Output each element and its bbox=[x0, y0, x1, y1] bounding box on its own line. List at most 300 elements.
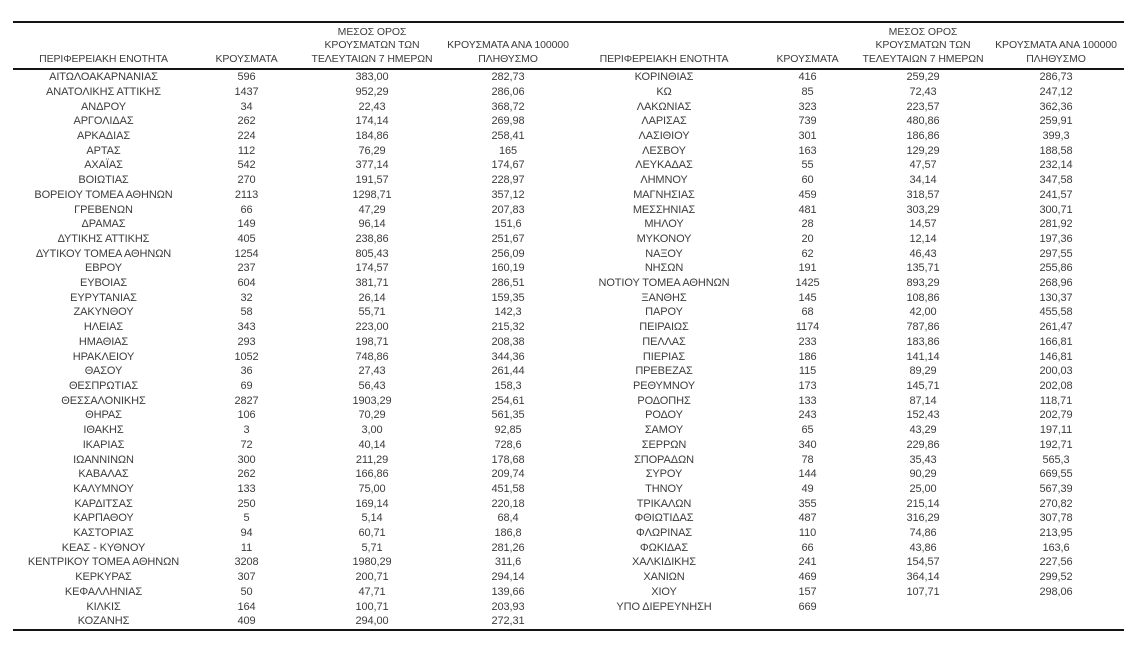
left-region-cell: ΗΛΕΙΑΣ bbox=[83, 321, 124, 334]
left-cases-cell: 3208 bbox=[234, 556, 259, 569]
right-per100k-cell: 118,71 bbox=[1039, 394, 1073, 407]
right-region-cell: ΜΥΚΟΝΟΥ bbox=[636, 232, 692, 245]
left-avg7-cell: 5,14 bbox=[361, 512, 383, 525]
left-avg7-cell: 1298,71 bbox=[352, 188, 392, 201]
table-row bbox=[13, 305, 1124, 320]
left-avg7-cell: 174,14 bbox=[355, 115, 389, 128]
right-avg7-cell: 42,00 bbox=[909, 306, 937, 319]
left-avg7-cell: 952,29 bbox=[355, 85, 389, 98]
left-avg7-cell: 5,71 bbox=[361, 541, 383, 554]
right-region-cell: ΥΠΟ ΔΙΕΡΕΥΝΗΣΗ bbox=[616, 600, 712, 613]
table-row bbox=[13, 247, 1124, 262]
header-avg7-right bbox=[858, 22, 988, 69]
left-per100k-cell: 220,18 bbox=[491, 497, 525, 510]
left-avg7-cell: 47,29 bbox=[358, 203, 386, 216]
table-row bbox=[13, 614, 1124, 630]
right-avg7-cell: 129,29 bbox=[906, 144, 940, 157]
left-per100k-cell: 728,6 bbox=[494, 438, 522, 451]
right-avg7-cell: 12,14 bbox=[909, 232, 937, 245]
right-avg7-cell: 35,43 bbox=[909, 453, 937, 466]
right-avg7-cell: 787,86 bbox=[906, 321, 940, 334]
left-region-cell: ΑΡΤΑΣ bbox=[86, 144, 121, 157]
right-avg7-cell: 152,43 bbox=[906, 409, 940, 422]
right-avg7-cell: 87,14 bbox=[909, 394, 937, 407]
right-avg7-cell: 303,29 bbox=[906, 203, 940, 216]
left-region-cell: ΒΟΙΩΤΙΑΣ bbox=[78, 174, 129, 187]
left-cases-cell: 604 bbox=[237, 277, 256, 290]
right-per100k-cell: 298,06 bbox=[1039, 585, 1073, 598]
table-header bbox=[13, 22, 1124, 69]
header-per100k-left-line2: ΠΛΗΘΥΣΜΟ bbox=[478, 52, 538, 65]
left-region-cell: ΗΜΑΘΙΑΣ bbox=[78, 335, 129, 348]
left-cases-cell: 5 bbox=[243, 512, 250, 525]
right-per100k-cell: 247,12 bbox=[1039, 85, 1073, 98]
header-avg7-left-line2: ΚΡΟΥΣΜΑΤΩΝ ΤΩΝ bbox=[324, 39, 420, 52]
right-avg7-cell: 43,29 bbox=[909, 424, 937, 437]
right-region-cell: ΜΑΓΝΗΣΙΑΣ bbox=[633, 188, 695, 201]
left-per100k-cell: 311,6 bbox=[494, 556, 522, 569]
left-avg7-cell: 22,43 bbox=[358, 100, 386, 113]
left-cases-cell: 2827 bbox=[234, 394, 259, 407]
right-cases-cell: 115 bbox=[798, 365, 817, 378]
right-region-cell: ΛΕΥΚΑΔΑΣ bbox=[635, 159, 693, 172]
right-per100k-cell: 270,82 bbox=[1039, 497, 1073, 510]
left-cases-cell: 262 bbox=[237, 468, 256, 481]
right-region-cell: ΦΘΙΩΤΙΔΑΣ bbox=[634, 512, 694, 525]
right-per100k-cell: 146,81 bbox=[1039, 350, 1073, 363]
left-cases-cell: 133 bbox=[237, 482, 256, 495]
table-row bbox=[13, 69, 1124, 85]
left-per100k-cell: 208,38 bbox=[491, 335, 525, 348]
left-per100k-cell: 178,68 bbox=[491, 453, 525, 466]
header-per100k-left-line1: ΚΡΟΥΣΜΑΤΑ ΑΝΑ 100000 bbox=[447, 39, 569, 52]
right-region-cell: ΣΕΡΡΩΝ bbox=[641, 438, 687, 451]
left-cases-cell: 542 bbox=[237, 159, 256, 172]
right-cases-cell: 243 bbox=[798, 409, 817, 422]
right-cases-cell: 66 bbox=[801, 541, 814, 554]
right-per100k-cell: 347,58 bbox=[1039, 174, 1073, 187]
left-avg7-cell: 100,71 bbox=[355, 600, 389, 613]
right-cases-cell: 469 bbox=[798, 571, 817, 584]
header-avg7-right-line1: ΜΕΣΟΣ ΟΡΟΣ bbox=[888, 26, 958, 38]
table-row bbox=[13, 114, 1124, 129]
left-per100k-cell: 186,8 bbox=[494, 527, 522, 540]
right-region-cell: ΞΑΝΘΗΣ bbox=[641, 291, 687, 304]
left-region-cell: ΙΚΑΡΙΑΣ bbox=[82, 438, 125, 451]
right-per100k-cell: 259,91 bbox=[1039, 115, 1073, 128]
right-cases-cell: 355 bbox=[798, 497, 817, 510]
right-cases-cell: 85 bbox=[801, 85, 814, 98]
table-row bbox=[13, 261, 1124, 276]
right-per100k-cell: 362,36 bbox=[1039, 100, 1073, 113]
left-region-cell: ΔΥΤΙΚΟΥ ΤΟΜΕΑ ΑΘΗΝΩΝ bbox=[35, 247, 172, 260]
left-region-cell: ΑΧΑΪΑΣ bbox=[84, 159, 123, 172]
right-region-cell: ΡΟΔΟΠΗΣ bbox=[637, 394, 691, 407]
left-avg7-cell: 748,86 bbox=[355, 350, 389, 363]
right-per100k-cell: 399,3 bbox=[1042, 130, 1070, 143]
left-cases-cell: 50 bbox=[240, 585, 253, 598]
left-avg7-cell: 184,86 bbox=[355, 130, 389, 143]
left-cases-cell: 2113 bbox=[234, 188, 259, 201]
header-per100k-right bbox=[988, 22, 1124, 69]
left-per100k-cell: 261,44 bbox=[491, 365, 525, 378]
left-cases-cell: 1437 bbox=[234, 85, 259, 98]
left-cases-cell: 11 bbox=[240, 541, 253, 554]
left-region-cell: ΚΑΒΑΛΑΣ bbox=[78, 468, 129, 481]
left-per100k-cell: 272,31 bbox=[491, 615, 525, 628]
right-avg7-cell: 364,14 bbox=[906, 571, 940, 584]
right-cases-cell: 49 bbox=[801, 482, 814, 495]
right-avg7-cell: 186,86 bbox=[906, 130, 940, 143]
left-avg7-cell: 381,71 bbox=[355, 277, 389, 290]
left-avg7-cell: 805,43 bbox=[355, 247, 389, 260]
right-per100k-cell: 197,36 bbox=[1039, 232, 1073, 245]
left-region-cell: ΑΡΚΑΔΙΑΣ bbox=[76, 130, 131, 143]
left-region-cell: ΘΗΡΑΣ bbox=[85, 409, 122, 422]
left-region-cell: ΓΡΕΒΕΝΩΝ bbox=[74, 203, 133, 216]
left-region-cell: ΗΡΑΚΛΕΙΟΥ bbox=[72, 350, 135, 363]
right-cases-cell: 60 bbox=[801, 174, 814, 187]
left-region-cell: ΚΑΡΔΙΤΣΑΣ bbox=[74, 497, 133, 510]
table-row bbox=[13, 570, 1124, 585]
right-region-cell bbox=[571, 614, 757, 630]
right-region-cell: ΤΗΝΟΥ bbox=[645, 482, 683, 495]
left-per100k-cell: 344,36 bbox=[491, 350, 525, 363]
right-avg7-cell: 259,29 bbox=[906, 71, 940, 84]
right-avg7-cell: 72,43 bbox=[909, 85, 937, 98]
right-region-cell: ΣΠΟΡΑΔΩΝ bbox=[634, 453, 694, 466]
left-region-cell: ΑΡΓΟΛΙΔΑΣ bbox=[73, 115, 134, 128]
table-row bbox=[13, 408, 1124, 423]
right-per100k-cell: 565,3 bbox=[1042, 453, 1070, 466]
left-per100k-cell: 258,41 bbox=[491, 130, 525, 143]
right-region-cell: ΛΑΡΙΣΑΣ bbox=[641, 115, 687, 128]
right-avg7-cell bbox=[858, 614, 988, 630]
right-region-cell: ΤΡΙΚΑΛΩΝ bbox=[636, 497, 692, 510]
left-cases-cell: 72 bbox=[240, 438, 253, 451]
left-cases-cell: 106 bbox=[237, 409, 256, 422]
left-region-cell: ΑΝΔΡΟΥ bbox=[81, 100, 126, 113]
left-cases-cell: 405 bbox=[237, 232, 256, 245]
right-per100k-cell: 297,55 bbox=[1039, 247, 1073, 260]
table-row bbox=[13, 320, 1124, 335]
right-cases-cell: 186 bbox=[798, 350, 817, 363]
left-per100k-cell: 368,72 bbox=[491, 100, 525, 113]
left-per100k-cell: 68,4 bbox=[497, 512, 519, 525]
left-avg7-cell: 26,14 bbox=[358, 291, 386, 304]
right-avg7-cell: 89,29 bbox=[909, 365, 937, 378]
right-cases-cell: 144 bbox=[798, 468, 817, 481]
header-row bbox=[13, 22, 1124, 69]
left-region-cell: ΒΟΡΕΙΟΥ ΤΟΜΕΑ ΑΘΗΝΩΝ bbox=[34, 188, 173, 201]
right-region-cell: ΚΟΡΙΝΘΙΑΣ bbox=[634, 71, 694, 84]
header-cases-right bbox=[757, 22, 858, 69]
right-region-cell: ΠΑΡΟΥ bbox=[645, 306, 683, 319]
right-region-cell: ΝΑΞΟΥ bbox=[645, 247, 683, 260]
table-row bbox=[13, 438, 1124, 453]
right-region-cell: ΡΟΔΟΥ bbox=[645, 409, 683, 422]
table-row bbox=[13, 217, 1124, 232]
right-per100k-cell: 130,37 bbox=[1039, 291, 1073, 304]
right-per100k-cell bbox=[988, 614, 1124, 630]
right-region-cell: ΜΗΛΟΥ bbox=[644, 218, 684, 231]
right-per100k-cell: 197,11 bbox=[1039, 424, 1073, 437]
header-avg7-left-line3: ΤΕΛΕΥΤΑΙΩΝ 7 ΗΜΕΡΩΝ bbox=[311, 52, 433, 65]
left-per100k-cell: 269,98 bbox=[491, 115, 525, 128]
left-cases-cell: 262 bbox=[237, 115, 256, 128]
left-region-cell: ΚΑΡΠΑΘΟΥ bbox=[73, 512, 134, 525]
right-per100k-cell: 455,58 bbox=[1039, 306, 1073, 319]
right-cases-cell: 145 bbox=[798, 291, 817, 304]
left-avg7-cell: 294,00 bbox=[355, 615, 389, 628]
header-avg7-right-line3: ΤΕΛΕΥΤΑΙΩΝ 7 ΗΜΕΡΩΝ bbox=[862, 52, 984, 65]
table-row bbox=[13, 364, 1124, 379]
right-cases-cell: 481 bbox=[798, 203, 817, 216]
left-per100k-cell: 286,51 bbox=[491, 277, 525, 290]
right-cases-cell bbox=[757, 614, 858, 630]
right-cases-cell: 739 bbox=[798, 115, 817, 128]
left-cases-cell: 58 bbox=[240, 306, 253, 319]
right-cases-cell: 1425 bbox=[795, 277, 820, 290]
left-cases-cell: 300 bbox=[237, 453, 256, 466]
right-cases-cell: 669 bbox=[798, 600, 817, 613]
table-row bbox=[13, 482, 1124, 497]
right-avg7-cell: 480,86 bbox=[906, 115, 940, 128]
left-region-cell: ΚΑΛΥΜΝΟΥ bbox=[73, 482, 134, 495]
left-per100k-cell: 92,85 bbox=[494, 424, 522, 437]
right-avg7-cell: 318,57 bbox=[906, 188, 940, 201]
right-avg7-cell: 893,29 bbox=[906, 277, 940, 290]
header-region-left-label: ΠΕΡΙΦΕΡΕΙΑΚΗ ΕΝΟΤΗΤΑ bbox=[39, 52, 168, 65]
right-cases-cell: 55 bbox=[801, 159, 814, 172]
left-per100k-cell: 357,12 bbox=[491, 188, 525, 201]
left-cases-cell: 94 bbox=[240, 527, 253, 540]
right-avg7-cell: 215,14 bbox=[906, 497, 940, 510]
table-row bbox=[13, 203, 1124, 218]
table-row bbox=[13, 555, 1124, 570]
left-avg7-cell: 377,14 bbox=[355, 159, 389, 172]
header-cases-right-label: ΚΡΟΥΣΜΑΤΑ bbox=[776, 52, 839, 65]
left-per100k-cell: 215,32 bbox=[491, 321, 525, 334]
right-region-cell: ΠΕΛΛΑΣ bbox=[642, 335, 686, 348]
right-per100k-cell: 227,56 bbox=[1039, 556, 1073, 569]
left-cases-cell: 307 bbox=[237, 571, 256, 584]
table-row bbox=[13, 600, 1124, 615]
left-avg7-cell: 40,14 bbox=[358, 438, 386, 451]
right-avg7-cell: 154,57 bbox=[906, 556, 940, 569]
right-per100k-cell: 255,86 bbox=[1039, 262, 1073, 275]
table-row bbox=[13, 276, 1124, 291]
right-cases-cell: 1174 bbox=[795, 321, 820, 334]
table-row bbox=[13, 423, 1124, 438]
table-row bbox=[13, 585, 1124, 600]
right-per100k-cell: 163,6 bbox=[1042, 541, 1070, 554]
table-row bbox=[13, 394, 1124, 409]
left-avg7-cell: 383,00 bbox=[355, 71, 389, 84]
right-cases-cell: 323 bbox=[798, 100, 817, 113]
left-cases-cell: 237 bbox=[237, 262, 256, 275]
left-avg7-cell: 27,43 bbox=[358, 365, 386, 378]
left-avg7-cell: 75,00 bbox=[358, 482, 386, 495]
right-region-cell: ΧΑΝΙΩΝ bbox=[643, 571, 685, 584]
right-avg7-cell: 90,29 bbox=[909, 468, 937, 481]
right-per100k-cell: 300,71 bbox=[1039, 203, 1073, 216]
left-cases-cell: 149 bbox=[237, 218, 256, 231]
right-region-cell: ΠΕΙΡΑΙΩΣ bbox=[639, 321, 689, 334]
header-avg7-left-line1: ΜΕΣΟΣ ΟΡΟΣ bbox=[337, 26, 407, 38]
left-avg7-cell: 200,71 bbox=[355, 571, 389, 584]
right-cases-cell: 163 bbox=[798, 144, 817, 157]
right-cases-cell: 62 bbox=[801, 247, 814, 260]
right-region-cell: ΦΛΩΡΙΝΑΣ bbox=[635, 527, 693, 540]
right-region-cell: ΣΑΜΟΥ bbox=[644, 424, 684, 437]
cases-by-regional-unit-table-wrapper bbox=[13, 21, 1124, 631]
right-per100k-cell: 286,73 bbox=[1039, 71, 1073, 84]
left-avg7-cell: 70,29 bbox=[358, 409, 386, 422]
left-region-cell: ΚΕΑΣ - ΚΥΘΝΟΥ bbox=[61, 541, 146, 554]
left-avg7-cell: 56,43 bbox=[358, 379, 386, 392]
left-region-cell: ΚΟΖΑΝΗΣ bbox=[77, 615, 130, 628]
right-avg7-cell: 43,86 bbox=[909, 541, 937, 554]
left-per100k-cell: 281,26 bbox=[491, 541, 525, 554]
right-cases-cell: 28 bbox=[801, 218, 814, 231]
right-per100k-cell: 241,57 bbox=[1039, 188, 1073, 201]
left-avg7-cell: 166,86 bbox=[355, 468, 389, 481]
right-cases-cell: 110 bbox=[798, 527, 817, 540]
left-avg7-cell: 211,29 bbox=[355, 453, 389, 466]
left-cases-cell: 224 bbox=[237, 130, 256, 143]
left-per100k-cell: 282,73 bbox=[491, 71, 525, 84]
left-per100k-cell: 254,61 bbox=[491, 394, 525, 407]
table-row bbox=[13, 497, 1124, 512]
right-per100k-cell: 213,95 bbox=[1039, 527, 1073, 540]
left-region-cell: ΔΥΤΙΚΗΣ ΑΤΤΙΚΗΣ bbox=[57, 232, 150, 245]
right-region-cell: ΛΑΚΩΝΙΑΣ bbox=[636, 100, 692, 113]
right-cases-cell: 133 bbox=[798, 394, 817, 407]
right-cases-cell: 68 bbox=[801, 306, 814, 319]
right-per100k-cell: 202,08 bbox=[1039, 379, 1073, 392]
table-row bbox=[13, 173, 1124, 188]
right-region-cell: ΜΕΣΣΗΝΙΑΣ bbox=[632, 203, 696, 216]
header-region-right bbox=[571, 22, 757, 69]
left-per100k-cell: 207,83 bbox=[491, 203, 525, 216]
right-cases-cell: 65 bbox=[801, 424, 814, 437]
table-row bbox=[13, 158, 1124, 173]
table-row bbox=[13, 526, 1124, 541]
right-region-cell: ΧΙΟΥ bbox=[651, 585, 677, 598]
left-region-cell: ΙΩΑΝΝΙΝΩΝ bbox=[73, 453, 134, 466]
left-cases-cell: 409 bbox=[237, 615, 256, 628]
left-region-cell: ΚΕΡΚΥΡΑΣ bbox=[75, 571, 132, 584]
right-avg7-cell: 108,86 bbox=[906, 291, 940, 304]
cases-by-regional-unit-table bbox=[13, 21, 1124, 631]
right-cases-cell: 487 bbox=[798, 512, 817, 525]
left-avg7-cell: 174,57 bbox=[355, 262, 389, 275]
right-region-cell: ΝΟΤΙΟΥ ΤΟΜΕΑ ΑΘΗΝΩΝ bbox=[598, 277, 730, 290]
left-cases-cell: 34 bbox=[240, 100, 253, 113]
header-cases-left bbox=[194, 22, 299, 69]
right-region-cell: ΧΑΛΚΙΔΙΚΗΣ bbox=[632, 556, 696, 569]
right-region-cell: ΠΡΕΒΕΖΑΣ bbox=[635, 365, 693, 378]
header-region-right-label: ΠΕΡΙΦΕΡΕΙΑΚΗ ΕΝΟΤΗΤΑ bbox=[599, 52, 729, 65]
table-row bbox=[13, 85, 1124, 100]
right-avg7-cell: 34,14 bbox=[909, 174, 937, 187]
left-avg7-cell: 76,29 bbox=[358, 144, 386, 157]
left-region-cell: ΚΑΣΤΟΡΙΑΣ bbox=[73, 527, 134, 540]
left-avg7-cell: 55,71 bbox=[358, 306, 386, 319]
table-row bbox=[13, 350, 1124, 365]
left-cases-cell: 250 bbox=[237, 497, 256, 510]
table-row bbox=[13, 129, 1124, 144]
right-avg7-cell: 135,71 bbox=[906, 262, 940, 275]
left-region-cell: ΘΕΣΣΑΛΟΝΙΚΗΣ bbox=[61, 394, 146, 407]
right-per100k-cell: 299,52 bbox=[1039, 571, 1073, 584]
left-cases-cell: 69 bbox=[240, 379, 253, 392]
right-avg7-cell bbox=[858, 600, 988, 615]
left-per100k-cell: 174,67 bbox=[491, 159, 525, 172]
right-region-cell: ΛΕΣΒΟΥ bbox=[642, 144, 686, 157]
left-per100k-cell: 203,93 bbox=[491, 600, 525, 613]
right-cases-cell: 157 bbox=[798, 585, 817, 598]
left-per100k-cell: 142,3 bbox=[494, 306, 522, 319]
left-per100k-cell: 451,58 bbox=[491, 482, 525, 495]
right-cases-cell: 191 bbox=[798, 262, 817, 275]
right-per100k-cell: 192,71 bbox=[1039, 438, 1073, 451]
left-avg7-cell: 1903,29 bbox=[352, 394, 392, 407]
header-avg7-right-line2: ΚΡΟΥΣΜΑΤΩΝ ΤΩΝ bbox=[875, 39, 971, 52]
right-avg7-cell: 25,00 bbox=[909, 482, 937, 495]
left-cases-cell: 270 bbox=[237, 174, 256, 187]
right-per100k-cell: 268,96 bbox=[1039, 277, 1073, 290]
left-per100k-cell: 209,74 bbox=[491, 468, 525, 481]
left-cases-cell: 1254 bbox=[234, 247, 259, 260]
left-cases-cell: 343 bbox=[237, 321, 256, 334]
left-avg7-cell: 169,14 bbox=[355, 497, 389, 510]
right-avg7-cell: 145,71 bbox=[906, 379, 940, 392]
left-per100k-cell: 561,35 bbox=[491, 409, 525, 422]
right-cases-cell: 173 bbox=[798, 379, 817, 392]
left-region-cell: ΔΡΑΜΑΣ bbox=[81, 218, 126, 231]
left-avg7-cell: 1980,29 bbox=[352, 556, 392, 569]
left-per100k-cell: 228,97 bbox=[491, 174, 525, 187]
left-avg7-cell: 96,14 bbox=[358, 218, 386, 231]
right-per100k-cell: 281,92 bbox=[1039, 218, 1073, 231]
right-per100k-cell: 188,58 bbox=[1039, 144, 1073, 157]
table-row bbox=[13, 453, 1124, 468]
left-per100k-cell: 158,3 bbox=[494, 379, 522, 392]
table-row bbox=[13, 232, 1124, 247]
right-cases-cell: 416 bbox=[798, 71, 817, 84]
table-body bbox=[13, 69, 1124, 630]
right-region-cell: ΡΕΘΥΜΝΟΥ bbox=[632, 379, 696, 392]
left-avg7-cell: 223,00 bbox=[355, 321, 389, 334]
left-avg7-cell: 60,71 bbox=[358, 527, 386, 540]
left-per100k-cell: 286,06 bbox=[491, 85, 525, 98]
right-cases-cell: 241 bbox=[798, 556, 817, 569]
right-cases-cell: 78 bbox=[801, 453, 814, 466]
right-avg7-cell: 46,43 bbox=[909, 247, 937, 260]
left-region-cell: ΚΕΝΤΡΙΚΟΥ ΤΟΜΕΑ ΑΘΗΝΩΝ bbox=[27, 556, 180, 569]
table-row bbox=[13, 144, 1124, 159]
right-avg7-cell: 229,86 bbox=[906, 438, 940, 451]
left-region-cell: ΚΕΦΑΛΛΗΝΙΑΣ bbox=[64, 585, 143, 598]
left-per100k-cell: 160,19 bbox=[491, 262, 525, 275]
left-region-cell: ΚΙΛΚΙΣ bbox=[86, 600, 121, 613]
table-row bbox=[13, 335, 1124, 350]
right-avg7-cell: 74,86 bbox=[909, 527, 937, 540]
right-per100k-cell: 567,39 bbox=[1039, 482, 1073, 495]
left-avg7-cell: 47,71 bbox=[358, 585, 386, 598]
